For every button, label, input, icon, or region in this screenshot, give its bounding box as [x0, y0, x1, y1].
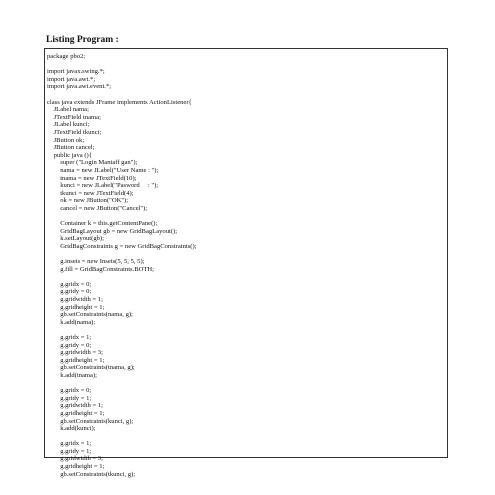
code-line: Container k = this.getContentPane(); — [47, 220, 158, 228]
listing-heading: Listing Program : — [46, 35, 119, 45]
code-line: g.gridheight = 1; — [47, 409, 105, 417]
code-line: g.gridx = 0; — [47, 280, 92, 288]
code-line: public java (){ — [47, 151, 92, 159]
code-line — [47, 91, 445, 99]
code-line — [47, 250, 445, 258]
code-line: JLabel nama; — [47, 106, 89, 114]
code-line: GridBagLayout gb = new GridBagLayout(); — [47, 227, 178, 235]
code-line — [47, 433, 445, 441]
code-line: g.gridx = 1; — [47, 333, 92, 341]
code-line: k.add(nama); — [47, 318, 96, 326]
code-line: JTextField tkunci; — [47, 128, 102, 136]
code-line: import javax.swing.*; — [47, 68, 105, 76]
code-line: import java.awt.event.*; — [47, 83, 112, 91]
code-line: k.setLayout(gb); — [47, 235, 104, 243]
code-line: JButton ok; — [47, 136, 85, 144]
code-line: g.gridwidth = 1; — [47, 296, 103, 303]
code-line: g.gridheight = 1; — [47, 463, 105, 471]
code-line: gb.setConstraints(tkunci, g); — [47, 470, 136, 478]
code-line: g.gridy = 0; — [47, 288, 92, 296]
code-line: gb.setConstraints(tnama, g); — [47, 364, 135, 372]
code-line: g.gridx = 1; — [47, 440, 92, 448]
code-listing-box — [44, 48, 448, 478]
code-line: g.gridx = 0; — [47, 387, 92, 395]
code-line: g.gridy = 1; — [47, 394, 92, 402]
code-line — [47, 212, 445, 220]
code-line: super ("Login Mantaff gan"); — [47, 159, 138, 167]
code-line: package pbo2; — [47, 53, 86, 60]
code-line: k.add(kunci); — [47, 425, 96, 433]
code-line: tkunci = new JTextField(4); — [47, 189, 134, 197]
code-line: g.gridheight = 1; — [47, 356, 105, 364]
code-line: JLabel kunci; — [47, 121, 90, 129]
code-line: gb.setConstraints(nama, g); — [47, 311, 133, 319]
code-line: nama = new JLabel("User Name : "); — [47, 166, 159, 174]
code-line: g.gridy = 0; — [47, 341, 92, 349]
code-line: class java extends JFrame implements ActionListener{ — [47, 98, 192, 106]
code-line: cancel = new JButton("Cancel"); — [47, 204, 148, 212]
code-line: import java.awt.*; — [47, 75, 96, 83]
code-line: g.gridheight = 1; — [47, 303, 105, 311]
code-line: tnama = new JTextField(10); — [47, 174, 137, 182]
code-line: g.gridwidth = 1; — [47, 402, 103, 410]
code-line: g.fill = GridBagConstraints.BOTH; — [47, 265, 155, 273]
code-line: kunci = new JLabel("Pasword : "); — [47, 182, 159, 190]
code-lines — [47, 53, 445, 478]
code-line: g.gridwidth = 3; — [47, 455, 103, 463]
code-line — [47, 61, 445, 69]
code-line: JButton cancel; — [47, 144, 95, 152]
code-line: GridBagConstraints g = new GridBagConstraints(); — [47, 242, 197, 250]
code-line — [47, 380, 445, 388]
code-line: JTextField tnama; — [47, 113, 101, 121]
code-line: g.insets = new Insets(5, 5, 5, 5); — [47, 258, 145, 266]
code-line: k.add(tnama); — [47, 371, 97, 379]
code-line — [47, 273, 445, 281]
code-line: gb.setConstraints(kunci, g); — [47, 417, 134, 425]
code-line: ok = new JButton("OK"); — [47, 197, 129, 205]
code-line: g.gridwidth = 3; — [47, 349, 103, 357]
code-line: g.gridy = 1; — [47, 447, 92, 455]
code-line — [47, 326, 445, 334]
